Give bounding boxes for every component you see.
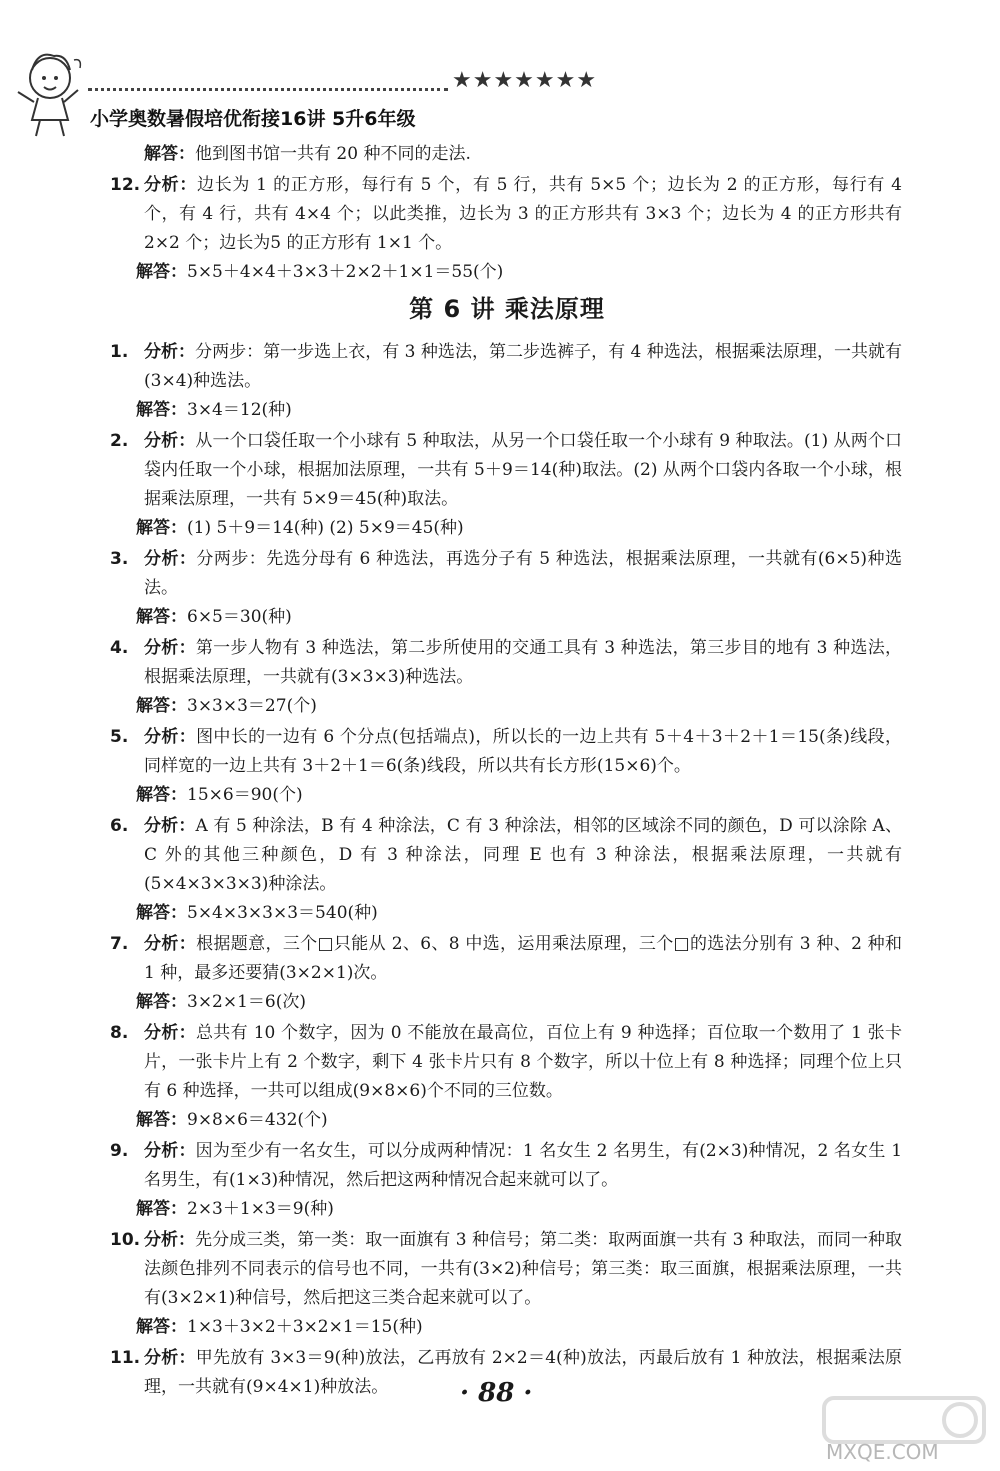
analysis-text: 图中长的一边有 6 个分点(包括端点)，所以长的一边上共有 5＋4＋3＋2＋1＝15(条)线段，同样宽的一边上共有 3＋2＋1＝6(条)线段，所以共有长方形(15×6)个。: [144, 727, 902, 776]
item-number: 5.: [110, 727, 129, 747]
answer-text: 5×5＋4×4＋3×3＋2×2＋1×1＝55(个): [187, 262, 504, 282]
answer-label: 解答：: [136, 518, 187, 538]
answer-line: [136, 1195, 902, 1224]
answer-text: 3×2×1＝6(次): [187, 992, 307, 1012]
answer-label: 解答：: [136, 1317, 187, 1337]
solution-item: [112, 545, 902, 632]
item-number: 2.: [110, 431, 129, 451]
answer-line: [136, 1106, 902, 1135]
item-number: 11.: [110, 1348, 141, 1368]
analysis-text: 因为至少有一名女生，可以分成两种情况：1 名女生 2 名男生，有(2×3)种情况，2 名女生 1 名男生，有(1×3)种情况，然后把这两种情况合起来就可以了。: [144, 1141, 903, 1190]
solution-item-12: [112, 171, 902, 287]
analysis-paragraph: [144, 930, 902, 988]
answer-label: 解答：: [136, 262, 187, 282]
analysis-label: 分析：: [144, 816, 196, 836]
analysis-paragraph: [144, 634, 902, 692]
answer-line: [136, 899, 902, 928]
answer-line: [136, 781, 902, 810]
analysis-label: 分析：: [144, 342, 196, 362]
answer-line: [136, 396, 902, 425]
analysis-label: 分析：: [144, 1230, 196, 1250]
analysis-text: 从一个口袋任取一个小球有 5 种取法，从另一个口袋任取一个小球有 9 种取法。(1) 从两个口袋内任取一个小球，根据加法原理，一共有 5＋9＝14(种)取法。(2) 从两个口袋内各取一个小球，根据乘法原理，一共有 5×9＝45(种)取法。: [144, 431, 902, 509]
analysis-label: 分析：: [144, 638, 196, 658]
book-title: 小学奥数暑假培优衔接16讲 5升6年级: [90, 108, 416, 130]
analysis-paragraph: [144, 812, 902, 899]
item-number: 4.: [110, 638, 129, 658]
item-number: 6.: [110, 816, 129, 836]
answer-text: 3×4＝12(种): [187, 400, 292, 420]
item-number: 12.: [110, 175, 141, 195]
item-number: 9.: [110, 1141, 129, 1161]
analysis-label: 分析：: [144, 549, 197, 569]
answer-label: 解答：: [136, 607, 187, 627]
analysis-text: 先分成三类，第一类：取一面旗有 3 种信号；第二类：取两面旗一共有 3 种取法，而同一种取法颜色排列不同表示的信号也不同，一共有(3×2)种信号；第三类：取三面旗，根据乘法原理，一共有(3×2×1)种信号，然后把这三类合起来就可以了。: [144, 1230, 903, 1308]
analysis-paragraph: [144, 1226, 902, 1313]
page-number: · 88 ·: [460, 1378, 533, 1408]
analysis-label: 分析：: [144, 1348, 196, 1368]
answer-label: 解答：: [136, 1110, 187, 1130]
analysis-paragraph: [144, 723, 902, 781]
analysis-label: 分析：: [144, 1141, 196, 1161]
solution-item: [112, 930, 902, 1017]
answer-label: 解答：: [136, 1199, 187, 1219]
answer-text: (1) 5＋9＝14(种) (2) 5×9＝45(种): [187, 518, 464, 538]
answer-text: 15×6＝90(个): [187, 785, 303, 805]
answer-line: [136, 514, 902, 543]
analysis-paragraph: [144, 427, 902, 514]
answer-text: 5×4×3×3×3＝540(种): [187, 903, 378, 923]
analysis-text: 根据题意，三个□只能从 2、6、8 中选，运用乘法原理，三个□的选法分别有 3 种、2 种和 1 种，最多还要猜(3×2×1)次。: [144, 934, 902, 983]
analysis-text: 分两步：第一步选上衣，有 3 种选法，第二步选裤子，有 4 种选法，根据乘法原理，一共就有(3×4)种选法。: [144, 342, 903, 391]
analysis-paragraph: [144, 171, 902, 258]
analysis-text: A 有 5 种涂法，B 有 4 种涂法，C 有 3 种涂法，相邻的区域涂不同的颜色，D 可以涂除 A、C 外的其他三种颜色，D 有 3 种涂法，同理 E 也有 3 种涂法，根据乘法原理，一共就有(5×4×3×3×3)种涂法。: [144, 816, 902, 894]
analysis-label: 分析：: [144, 175, 198, 195]
analysis-text: 分两步：先选分母有 6 种选法，再选分子有 5 种选法，根据乘法原理，一共就有(6×5)种选法。: [144, 549, 903, 598]
answer-content: [112, 140, 902, 1404]
answer-line: [136, 692, 902, 721]
analysis-text: 第一步人物有 3 种选法，第二步所使用的交通工具有 3 种选法，第三步目的地有 3 种选法，根据乘法原理，一共就有(3×3×3)种选法。: [144, 638, 902, 687]
analysis-label: 分析：: [144, 934, 197, 954]
header-stars: ★★★★★★★: [452, 68, 598, 93]
header-dotted-line: [88, 88, 448, 91]
solution-item: [112, 1137, 902, 1224]
answer-label: 解答：: [136, 696, 187, 716]
analysis-paragraph: [144, 545, 902, 603]
solution-item: [112, 723, 902, 810]
solution-item: [112, 338, 902, 425]
answer-text: 9×8×6＝432(个): [187, 1110, 328, 1130]
answer-label: 解答：: [136, 903, 187, 923]
answer-label: 解答：: [136, 785, 187, 805]
answer-line: [136, 603, 902, 632]
solution-item: [112, 812, 902, 928]
previous-answer: [144, 140, 902, 169]
answer-line: [136, 1313, 902, 1342]
item-number: 1.: [110, 342, 129, 362]
answer-text: 1×3＋3×2＋3×2×1＝15(种): [187, 1317, 423, 1337]
section-title: 第 6 讲 乘法原理: [409, 295, 605, 323]
answer-label: 解答：: [136, 400, 187, 420]
item-number: 8.: [110, 1023, 129, 1043]
item-number: 3.: [110, 549, 129, 569]
answer-line: [136, 988, 902, 1017]
answer-text: 3×3×3＝27(个): [187, 696, 317, 716]
analysis-paragraph: [144, 1137, 902, 1195]
analysis-text: 总共有 10 个数字，因为 0 不能放在最高位，百位上有 9 种选择；百位取一个数用了 1 张卡片，一张卡片上有 2 个数字，剩下 4 张卡片只有 8 个数字，所以十位上有 8 种选择；同理个位上只有 6 种选择，一共可以组成(9×8×6)个不同的三位数。: [144, 1023, 903, 1101]
solution-item: [112, 1019, 902, 1135]
solution-list: [112, 338, 902, 1402]
analysis-paragraph: [144, 338, 902, 396]
answer-text: 2×3＋1×3＝9(种): [187, 1199, 334, 1219]
solution-item: [112, 1226, 902, 1342]
item-number: 10.: [110, 1230, 141, 1250]
analysis-label: 分析：: [144, 431, 196, 451]
answer-text: 6×5＝30(种): [187, 607, 292, 627]
analysis-label: 分析：: [144, 727, 197, 747]
watermark-text: MXQE.COM: [826, 1440, 939, 1464]
answer-label: 解答：: [136, 992, 187, 1012]
analysis-text: 甲先放有 3×3＝9(种)放法，乙再放有 2×2＝4(种)放法，丙最后放有 1 种放法，根据乘法原理，一共就有(9×4×1)种放法。: [144, 1348, 903, 1397]
analysis-label: 分析：: [144, 1023, 196, 1043]
cartoon-boy-illustration: [8, 40, 90, 140]
answer-line: [136, 258, 902, 287]
solution-item: [112, 427, 902, 543]
analysis-paragraph: [144, 1019, 902, 1106]
item-number: 7.: [110, 934, 129, 954]
analysis-text: 边长为 1 的正方形，每行有 5 个，有 5 行，共有 5×5 个；边长为 2 的正方形，每行有 4 个，有 4 行，共有 4×4 个；以此类推，边长为 3 的正方形共有 3×3 个；边长为 4 的正方形共有 2×2 个；边长为5 的正方形有 1×1 个。: [144, 175, 902, 253]
answer-label: 解答：: [144, 144, 195, 164]
solution-item: [112, 634, 902, 721]
answer-text: 他到图书馆一共有 20 种不同的走法.: [195, 144, 471, 164]
